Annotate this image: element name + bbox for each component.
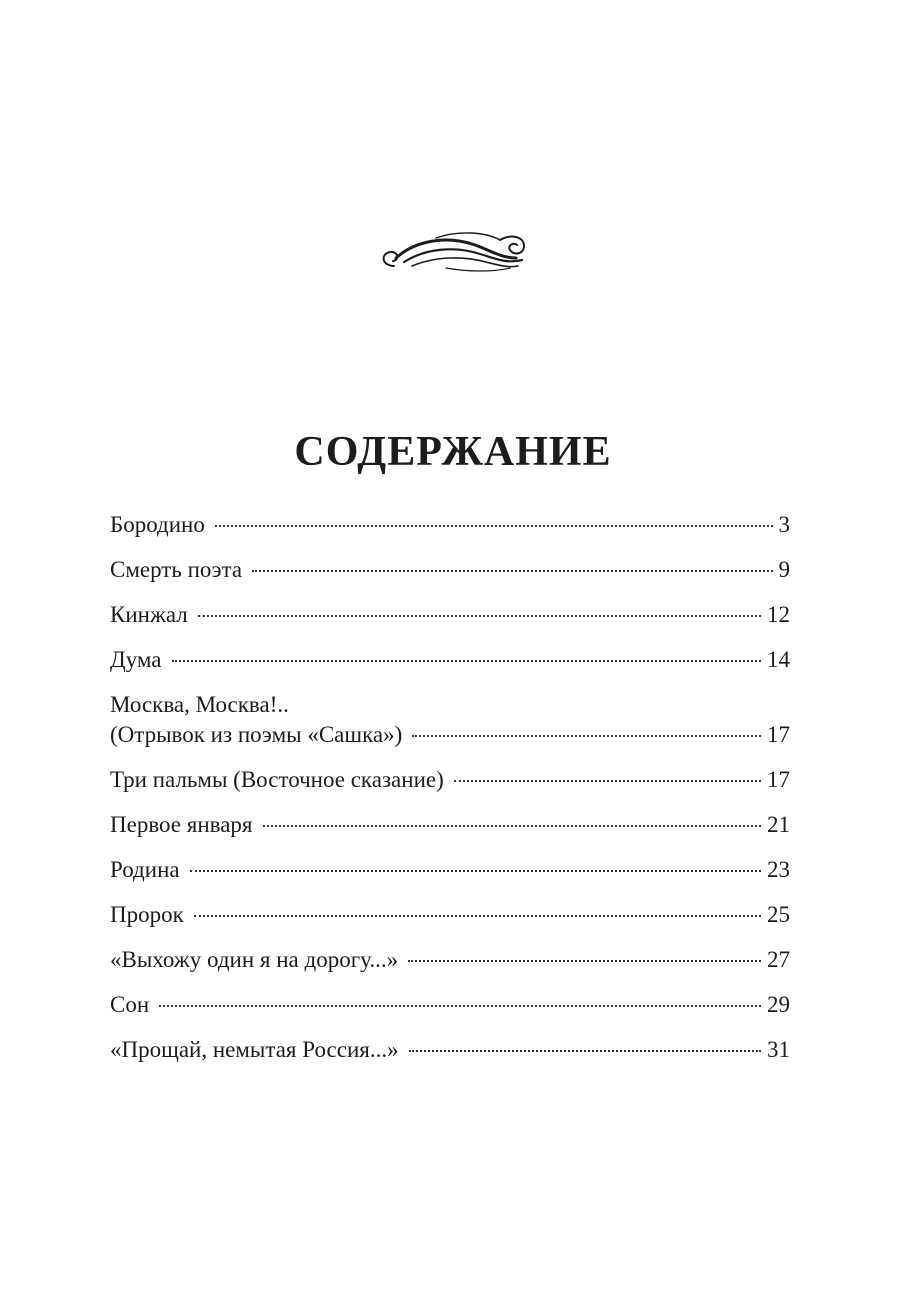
toc-entry-title: Смерть поэта <box>110 557 243 582</box>
toc-entry-page: 3 <box>778 512 790 537</box>
toc-entry-page: 25 <box>767 902 790 927</box>
toc-entry-title: Родина <box>110 857 180 882</box>
dot-leader <box>412 735 761 737</box>
toc-entry-page: 12 <box>767 602 790 627</box>
toc-entry-title: Дума <box>110 647 162 672</box>
toc-entry-page: 29 <box>767 992 790 1017</box>
toc-entry-page: 23 <box>767 857 790 882</box>
toc-entry[interactable] <box>110 810 790 840</box>
table-of-contents <box>110 510 790 1080</box>
toc-entry-page: 31 <box>767 1037 790 1062</box>
toc-entry-title: Бородино <box>110 512 205 537</box>
dot-leader <box>252 570 772 572</box>
toc-entry-title: Сон <box>110 992 150 1017</box>
toc-entry-page: 17 <box>767 722 790 747</box>
dot-leader <box>263 825 762 827</box>
toc-entry[interactable] <box>110 945 790 975</box>
toc-entry[interactable] <box>110 600 790 630</box>
toc-entry-title: Первое января <box>110 812 253 837</box>
toc-entry[interactable] <box>110 690 790 750</box>
dot-leader <box>215 525 773 527</box>
toc-entry-page: 14 <box>767 647 790 672</box>
dot-leader <box>172 660 762 662</box>
dot-leader <box>198 615 761 617</box>
toc-entry[interactable] <box>110 555 790 585</box>
toc-entry[interactable] <box>110 900 790 930</box>
toc-entry-title-line: Москва, Москва!.. <box>110 692 289 717</box>
toc-entry-page: 21 <box>767 812 790 837</box>
dot-leader <box>454 780 761 782</box>
toc-entry[interactable] <box>110 990 790 1020</box>
toc-entry-page: 9 <box>778 557 790 582</box>
toc-entry[interactable] <box>110 510 790 540</box>
page-title: СОДЕРЖАНИЕ <box>294 429 612 475</box>
toc-entry[interactable] <box>110 1035 790 1065</box>
toc-entry-title: «Прощай, немытая Россия...» <box>110 1037 399 1062</box>
dot-leader <box>159 1005 761 1007</box>
toc-entry[interactable] <box>110 765 790 795</box>
toc-entry-title: «Выхожу один я на дорогу...» <box>110 947 399 972</box>
dot-leader <box>408 960 761 962</box>
flourish-ornament-icon <box>376 228 532 276</box>
dot-leader <box>190 870 761 872</box>
toc-entry-title: Пророк <box>110 902 184 927</box>
dot-leader <box>409 1050 761 1052</box>
toc-entry-page: 27 <box>767 947 790 972</box>
toc-entry[interactable] <box>110 855 790 885</box>
toc-entry[interactable] <box>110 645 790 675</box>
toc-entry-title: Три пальмы (Восточное сказание) <box>110 767 444 792</box>
dot-leader <box>194 915 761 917</box>
toc-entry-page: 17 <box>767 767 790 792</box>
toc-entry-title: Кинжал <box>110 602 188 627</box>
toc-entry-title: (Отрывок из поэмы «Сашка») <box>110 722 403 747</box>
